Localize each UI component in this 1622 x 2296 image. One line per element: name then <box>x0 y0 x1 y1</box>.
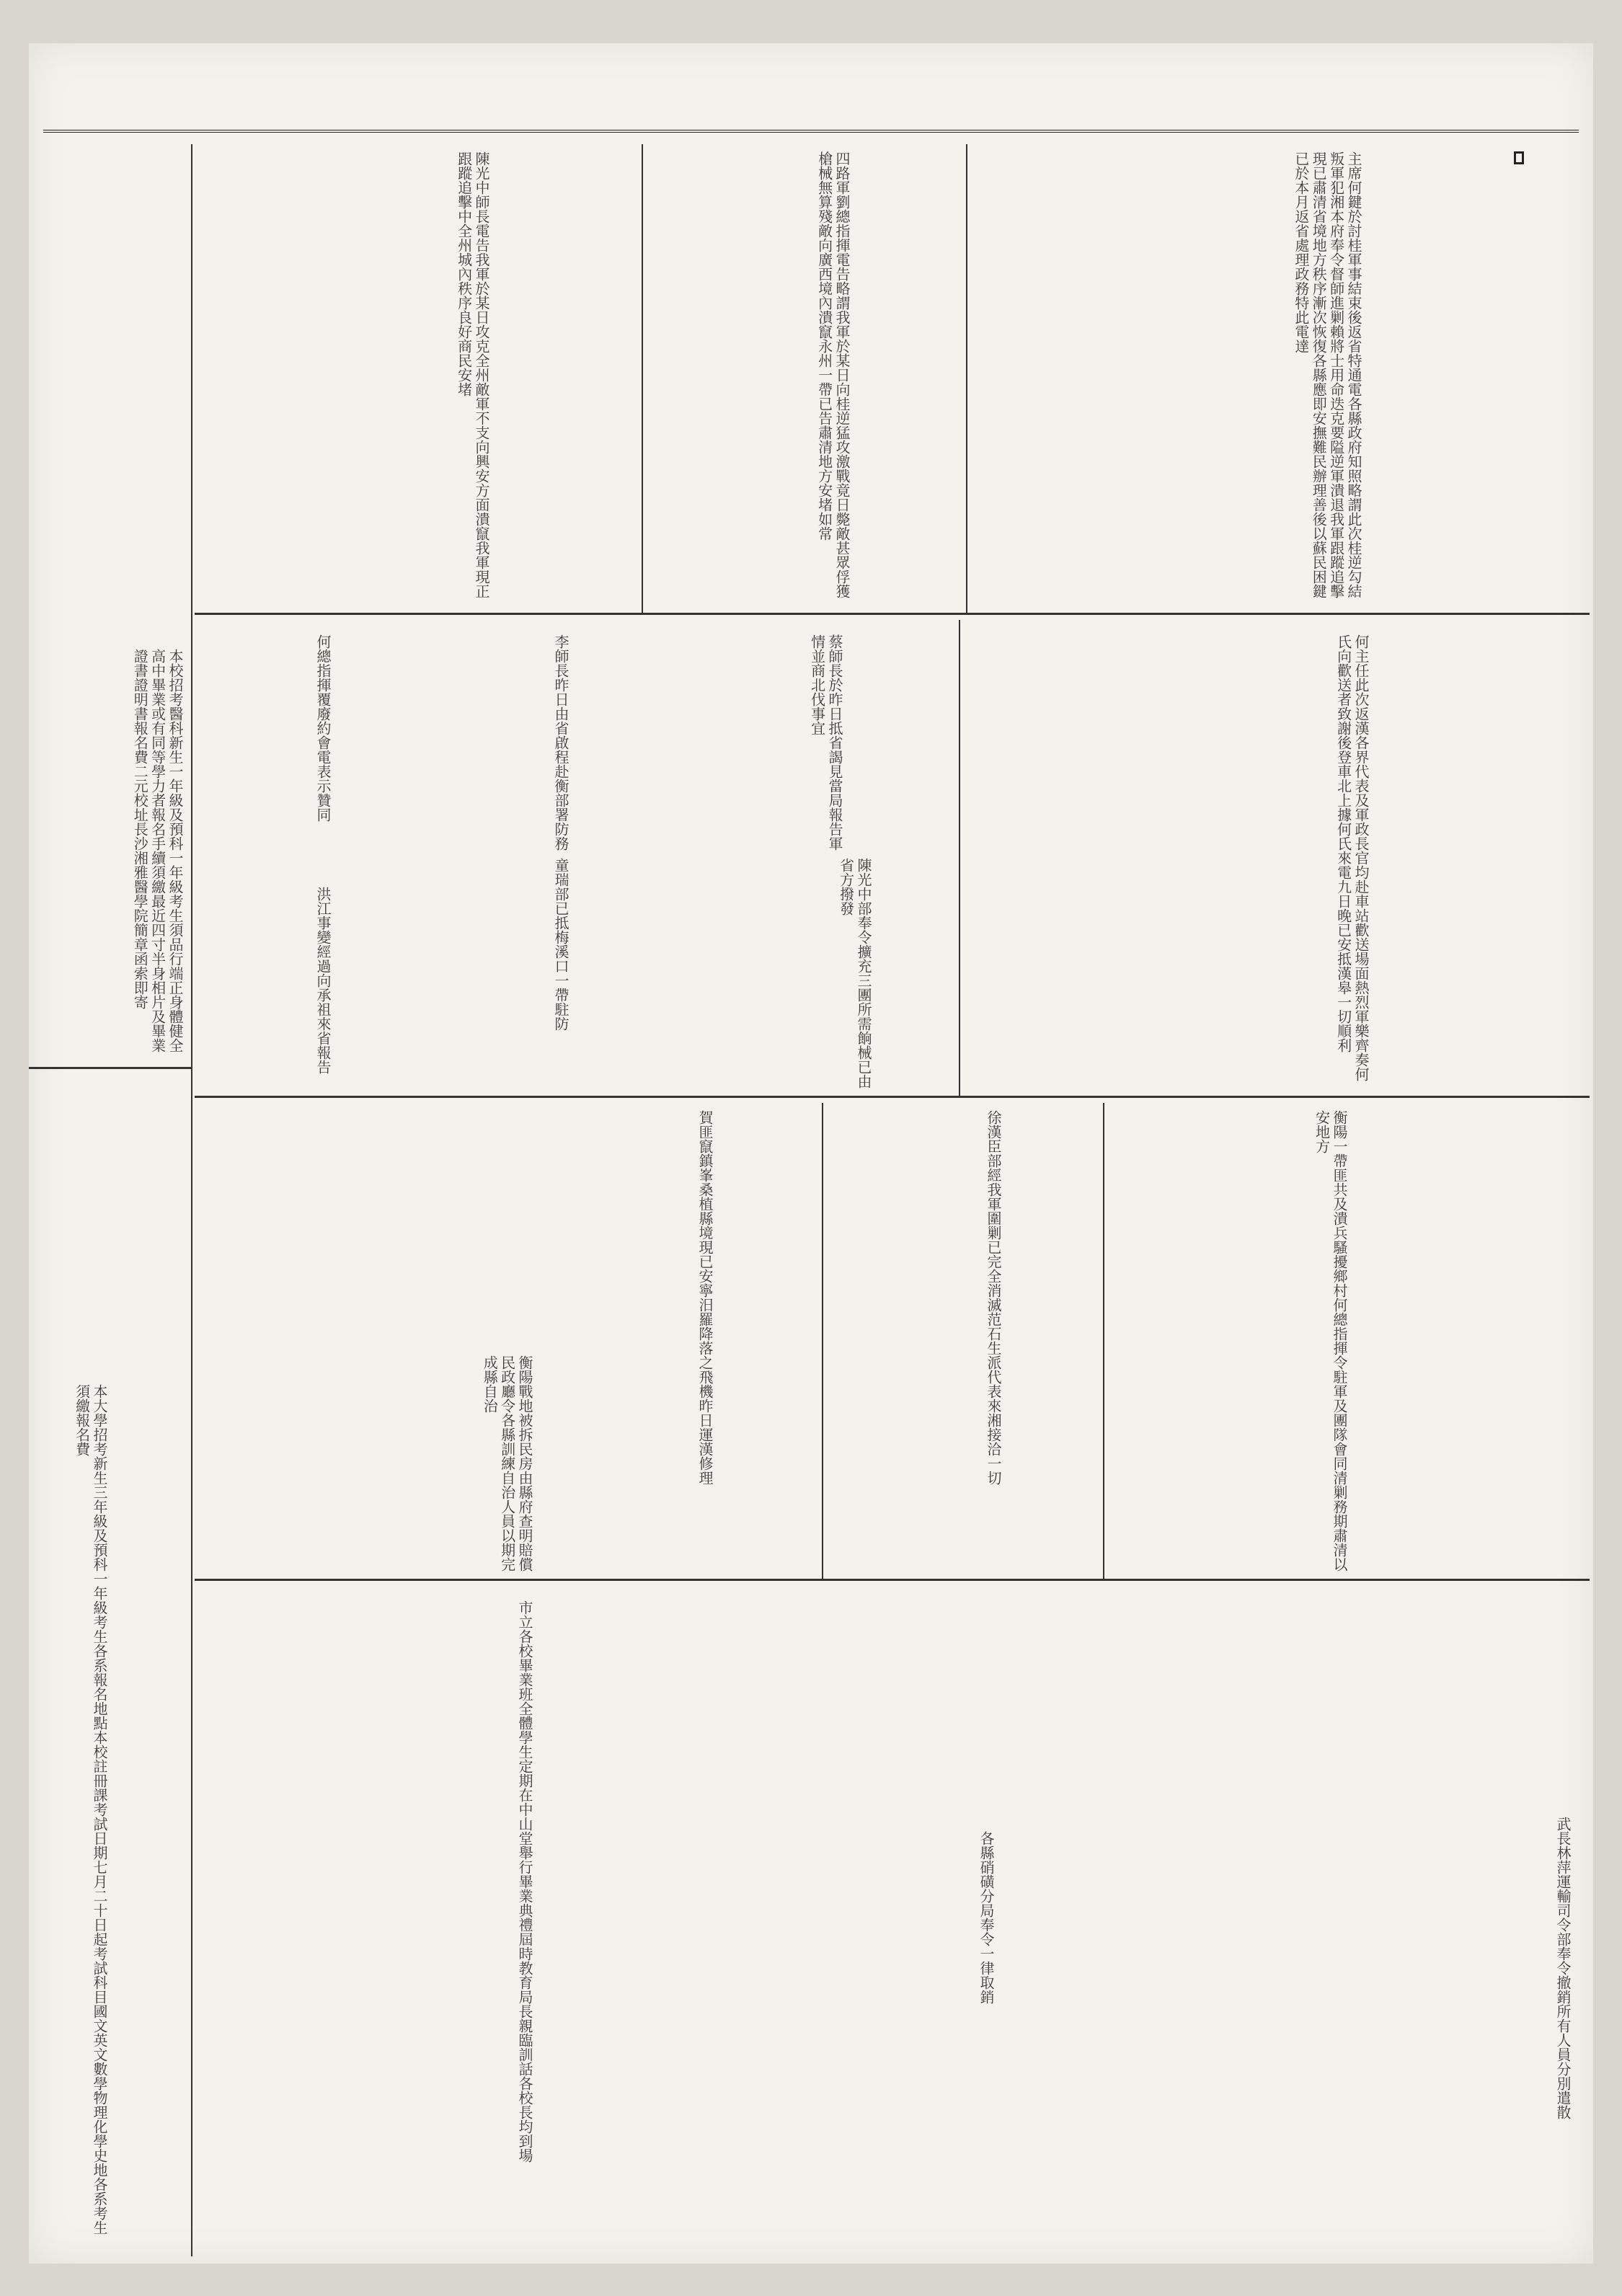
headline-li-guojun <box>735 923 771 1089</box>
band-rule-3 <box>195 1579 1590 1581</box>
subhead-farewell <box>1467 642 1499 858</box>
headline-finance-dept <box>678 1600 721 1831</box>
note-arrive-province <box>847 670 876 843</box>
note-finance-dept <box>642 1600 670 1817</box>
headline-construction-loan <box>865 1600 908 1831</box>
subhead-hengyang-bandits <box>1355 1168 1388 1557</box>
headline-fan-shisheng <box>1045 1355 1089 1564</box>
headline-hengyang-bandits <box>1399 1117 1463 1564</box>
note-saltpeter-bureau <box>1002 1845 1031 2004</box>
subhead-fourth-route-army <box>934 151 962 368</box>
note-bank-notes <box>1117 1600 1146 1831</box>
masthead <box>43 72 1579 133</box>
headline-expand-regiments <box>879 858 923 1089</box>
headline-chen-guangzhong <box>548 187 613 606</box>
ad-subtitle-xiangya <box>72 159 108 634</box>
headline-treaty-telegram <box>339 642 382 872</box>
column-rule <box>966 144 967 613</box>
headline-fourth-route-army <box>890 209 934 569</box>
subhead-fan-shisheng <box>1009 1355 1038 1564</box>
article-body-farewell: 何主任此次返漢各界代表及軍政長官均赴車站歡送場面熱烈軍樂齊奏何氏向歡送者致謝後登車北上據何氏來電九日晚已安抵漢皋一切順利 <box>1334 634 1370 1081</box>
subhead-bandit-zhenfeng <box>721 1117 750 1377</box>
ad-note-xiangya <box>36 649 72 1052</box>
headline-meixikou <box>577 858 620 1089</box>
article-body-to-hengyang: 李師長昨日由省啟程赴衡部署防務 <box>552 634 570 851</box>
note-chen-guangzhong <box>505 260 541 562</box>
subhead-hongjiang <box>382 887 411 1081</box>
subhead-autonomy-training <box>267 1117 296 1305</box>
subhead-bank-notes <box>1197 1600 1226 1802</box>
note-fourth-route-army <box>858 245 887 562</box>
headline-hongjiang <box>339 887 382 1089</box>
ad-subtitle-lost-notice <box>72 1081 108 1370</box>
ad-body-hunan-university: 本大學招考新生三年級及預科一年級考生各系報名地點本校註冊課考試日期七月二十日起考試科目國文英文數學物理化學史地各系考生須繳報名費 <box>73 1384 108 2235</box>
article-body-treaty-telegram: 何總指揮覆廢約會電表示贊同 <box>314 634 332 822</box>
article-body-chen-guangzhong: 陳光中師長電告我軍於某日攻克全州敵軍不支向興安方面潰竄我軍現正跟蹤追擊中全州城內秩序良好商民安堵 <box>455 151 490 598</box>
note-transport-command <box>1334 1629 1362 1802</box>
subhead-meixikou <box>620 858 649 1002</box>
ad-body-xiangya: 本校招考醫科新生一年級及預科一年級考生須品行端正身體健全高中畢業或有同等學力者報名手續須繳最近四寸半身相片及畢業證書證明書報名費二元校址長沙湘雅醫學院簡章函索即寄 <box>131 649 184 1052</box>
section-tag-provincial-news <box>1514 151 1524 164</box>
article-body-houses-training: 衡陽戰地被拆民房由縣府查明賠償民政廳令各縣訓練自治人員以期完成縣自治 <box>481 1355 533 1572</box>
subhead-arrive-province <box>923 642 952 843</box>
article-body-xu-fan: 徐漢臣部經我軍圍剿已完全消滅范石生派代表來湘接洽一切 <box>985 1110 1002 1485</box>
subhead-xu-hanchen <box>1009 1117 1038 1305</box>
article-body-meixikou: 童瑞部已抵梅溪口一帶駐防 <box>552 858 570 1031</box>
article-body-zhenfeng-miluo: 賀匪竄鎮峯桑植縣境現已安寧汨羅降落之飛機昨日運漢修理 <box>696 1110 714 1485</box>
headline-farewell <box>1420 642 1463 1074</box>
ad-title-xiangya <box>115 159 187 634</box>
column-rule <box>1103 1103 1104 1579</box>
subhead-treaty-telegram <box>382 642 411 829</box>
headline-guangxi-campaign <box>1399 151 1463 613</box>
headline-xu-hanchen <box>1045 1117 1089 1334</box>
note-farewell <box>1381 642 1413 1074</box>
article-body-guangxi-campaign: 主席何鍵於討桂軍事結束後返省特通電各縣政府知照略謂此次桂逆勾結叛軍犯湘本府奉令督師進剿賴將士用命迭克要隘逆軍潰退我軍跟蹤追擊現已肅清省境地方秩序漸次恢復各縣應即安撫難民辦理善後以蘇民困鍵已於本月返省處理政務特此電達 <box>1292 151 1362 598</box>
note-construction-loan <box>829 1629 858 1773</box>
headline-saltpeter-bureau <box>1038 1831 1081 2033</box>
ad-divider <box>29 1067 191 1069</box>
column-rule <box>822 1103 823 1579</box>
article-body-arrive-province: 蔡師長於昨日抵省謁見當局報告軍情並商北伐事宜 <box>808 634 843 851</box>
headline-arrive-province <box>879 642 923 843</box>
article-body-fourth-route-army: 四路軍劉總指揮電告略謂我軍於某日向桂逆猛攻激戰竟日斃敵甚眾俘獲槍械無算殘敵向廣西境內潰竄永州一帶已告肅清地方安堵如常 <box>815 151 851 598</box>
headline-bank-notes <box>1153 1600 1197 1903</box>
column-rule <box>191 144 192 2256</box>
headline-miluo-plane <box>757 1391 800 1572</box>
subhead-guangxi-campaign <box>1463 260 1499 490</box>
article-body-graduation: 市立各校畢業班全體學生定期在中山堂舉行畢業典禮屆時教育局長親臨訓話各校長均到場 <box>516 1600 533 2163</box>
ad-title-hunan-university <box>115 1081 187 2235</box>
subhead-expand-regiments <box>923 858 952 1045</box>
band-rule-1 <box>195 613 1590 615</box>
headline-yueyang <box>476 937 505 1081</box>
subhead-transport-command <box>1413 1600 1442 1759</box>
band-rule-2 <box>195 1096 1590 1098</box>
headline-transport-command <box>1370 1600 1413 1802</box>
article-body-expand-regiments: 陳光中部奉令擴充三團所需餉械已由省方撥發 <box>837 858 872 1089</box>
article-body-hengyang-bandits: 衡陽一帶匪共及潰兵騷擾鄉村何總指揮令駐軍及團隊會同清剿務期肅清以安地方 <box>1313 1110 1348 1572</box>
subhead-miluo-plane <box>721 1391 750 1572</box>
subhead-graduation <box>591 1831 620 2091</box>
newspaper-page <box>29 43 1593 2264</box>
subhead-demolished-houses <box>440 1117 469 1305</box>
headline-oral-test <box>1067 2047 1110 2249</box>
subhead-construction-loan <box>908 1600 937 1802</box>
headline-bandit-zhenfeng <box>757 1117 800 1377</box>
column-rule <box>959 620 960 1096</box>
note-demolished-houses <box>404 1139 433 1312</box>
note-autonomy-training <box>231 1139 260 1326</box>
headline-autonomy-training <box>303 1117 346 1334</box>
headline-demolished-houses <box>476 1117 519 1334</box>
article-body-hongjiang: 洪江事變經過向承祖來省報告 <box>314 887 332 1074</box>
note-guangxi-campaign <box>1366 260 1395 606</box>
column-rule <box>642 144 643 613</box>
headline-graduation <box>548 1831 591 2235</box>
subhead-oral-test <box>1110 2047 1139 2235</box>
article-body-transport: 武長林萍運輸司令部奉令撤銷所有人員分別遣散 <box>1554 1817 1572 2119</box>
article-body-saltpeter: 各縣硝磺分局奉令一律取銷 <box>978 1831 995 2004</box>
subhead-to-hengyang <box>620 642 649 786</box>
headline-to-hengyang <box>577 642 620 843</box>
